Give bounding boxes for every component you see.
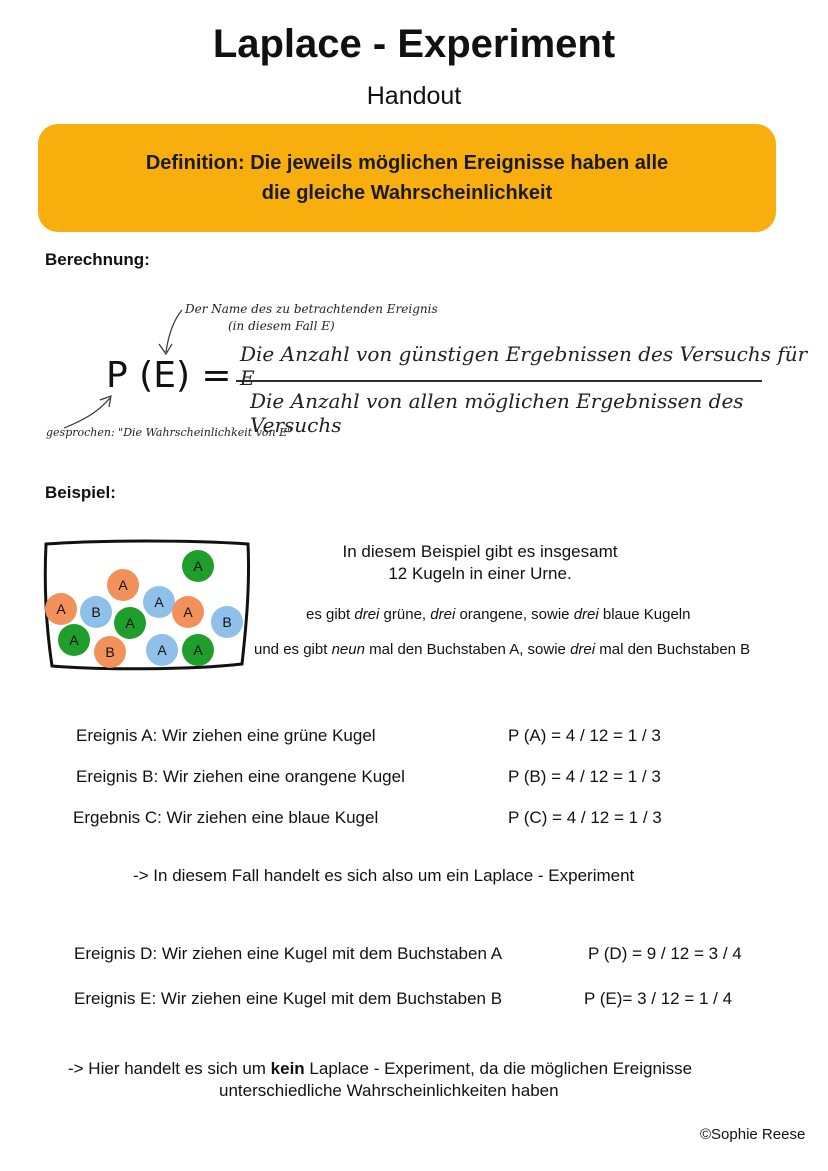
event-a-prob: P (A) = 4 / 12 = 1 / 3	[508, 726, 661, 745]
example-colors-line	[306, 606, 690, 623]
ball-letter: A	[183, 604, 193, 620]
conclusion-not-laplace-line-2: unterschiedliche Wahrscheinlichkeiten haben	[219, 1081, 559, 1100]
ball-letter: A	[154, 594, 164, 610]
page-title: Laplace - Experiment	[212, 22, 616, 66]
example-letters-line	[254, 641, 750, 658]
event-e-prob: P (E)= 3 / 12 = 1 / 4	[584, 989, 733, 1008]
conclusion2-post: Laplace - Experiment, da die möglichen Ereignisse	[304, 1059, 693, 1078]
colors-text-2: grüne,	[379, 606, 431, 623]
letters-text-2: mal den Buchstaben A, sowie	[364, 641, 571, 658]
event-a-label: Ereignis A: Wir ziehen eine grüne Kugel	[76, 726, 376, 745]
ball-letter: B	[222, 614, 232, 630]
example-intro-line-2: 12 Kugeln in einer Urne.	[388, 564, 572, 583]
formula-numerator: Die Anzahl von günstigen Ergebnissen des Versuchs für E	[240, 342, 808, 390]
definition-box	[38, 124, 776, 232]
ball-letter: A	[125, 615, 135, 631]
colors-emph-2: drei	[430, 606, 456, 623]
page-subtitle: Handout	[366, 82, 462, 110]
conclusion-not-laplace	[68, 1059, 692, 1079]
ball-letter: B	[105, 644, 115, 660]
colors-emph-1: drei	[354, 606, 380, 623]
event-b-prob: P (B) = 4 / 12 = 1 / 3	[508, 767, 661, 786]
colors-text-3: orangene, sowie	[455, 606, 574, 623]
event-c-prob: P (C) = 4 / 12 = 1 / 3	[508, 808, 662, 827]
example-intro-line-1: In diesem Beispiel gibt es insgesamt	[342, 542, 618, 561]
formula-denominator: Die Anzahl von allen möglichen Ergebnissen des Versuchs	[250, 389, 744, 437]
letters-text-1: und es gibt	[254, 641, 332, 658]
event-d-label: Ereignis D: Wir ziehen eine Kugel mit dem Buchstaben A	[74, 944, 503, 963]
urn-illustration	[40, 536, 255, 676]
calculation-heading: Berechnung:	[45, 250, 150, 269]
letters-emph-2: drei	[570, 641, 596, 658]
letters-text-3: mal den Buchstaben B	[595, 641, 751, 658]
arrow-bottom-line	[64, 398, 110, 428]
event-d-prob: P (D) = 9 / 12 = 3 / 4	[588, 944, 742, 963]
definition-line-1: Definition: Die jeweils möglichen Ereignisse haben alle	[145, 152, 669, 174]
copyright: ©Sophie Reese	[700, 1126, 806, 1143]
example-intro	[330, 541, 630, 585]
note-event-example: (in diesem Fall E)	[228, 319, 335, 333]
arrow-top-head	[159, 344, 172, 354]
colors-text-1: es gibt	[306, 606, 355, 623]
ball-letter: A	[118, 577, 128, 593]
event-b-label: Ereignis B: Wir ziehen eine orangene Kugel	[76, 767, 405, 786]
ball-letter: A	[157, 642, 167, 658]
conclusion-laplace: -> In diesem Fall handelt es sich also um ein Laplace - Experiment	[133, 866, 635, 885]
definition-line-2: die gleiche Wahrscheinlichkeit	[261, 182, 553, 204]
ball-letter: A	[56, 601, 66, 617]
event-c-label: Ergebnis C: Wir ziehen eine blaue Kugel	[73, 808, 379, 827]
note-spoken: gesprochen: "Die Wahrscheinlichkeit von E"	[46, 426, 293, 439]
note-event-name: Der Name des zu betrachtenden Ereignis	[185, 302, 438, 316]
conclusion2-pre: -> Hier handelt es sich um	[68, 1059, 271, 1078]
conclusion2-bold: kein	[270, 1059, 305, 1078]
ball-letter: A	[193, 558, 203, 574]
arrow-top-line	[166, 310, 182, 352]
example-heading: Beispiel:	[45, 483, 116, 502]
ball-letter: A	[69, 632, 79, 648]
ball-letter: A	[193, 642, 203, 658]
arrow-bottom-head	[100, 396, 111, 407]
event-e-label: Ereignis E: Wir ziehen eine Kugel mit dem Buchstaben B	[74, 989, 503, 1008]
colors-emph-3: drei	[573, 606, 599, 623]
formula-lhs: P (E) =	[106, 355, 232, 396]
letters-emph-1: neun	[331, 641, 365, 658]
colors-text-4: blaue Kugeln	[598, 606, 691, 623]
ball-letter: B	[91, 604, 101, 620]
definition-text	[107, 148, 707, 208]
